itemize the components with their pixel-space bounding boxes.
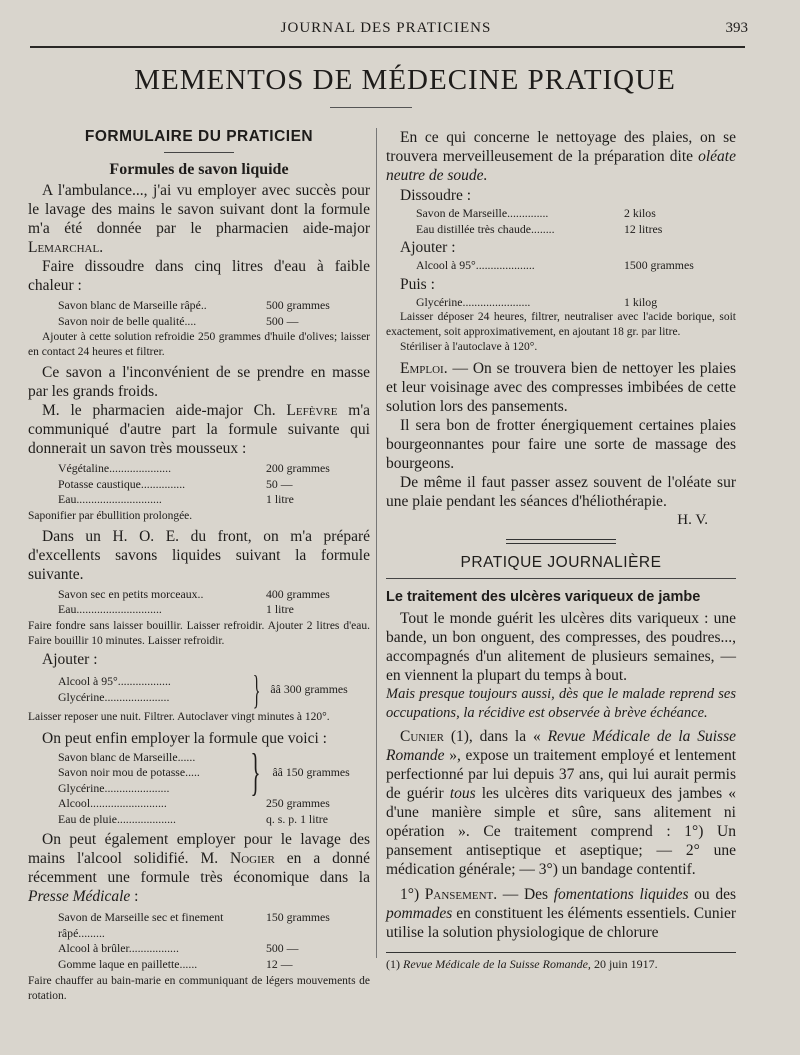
paragraph: Cunier (1), dans la « Revue Médicale de la Suisse Romande », expose un traitement employé et lentement perfectionné par lui depuis 37 ans, qui lui aurait permis de guérir tous les ulcères dits variqueux des jambes « d'une manière simple et sûre, sans alitement ni opération ». Ce traitement comprend : 1°) Un pansement antiseptique et aseptique; — 2° une médication générale; — 3°) un bandage contentif.	[386, 728, 737, 878]
paragraph: Emploi. — On se trouvera bien de nettoyer les plaies et leur voisinage avec des compresses imbibées de cette solution lors des pansements.	[386, 360, 736, 415]
title-rule	[330, 107, 412, 108]
section-rule	[164, 152, 234, 153]
recipe-line: Savon sec en petits morceaux.. 400 grammes	[58, 586, 330, 601]
right-column	[386, 128, 736, 972]
footnote: (1) Revue Médicale de la Suisse Romande, 20 juin 1917.	[386, 957, 658, 971]
recipe-line: Potasse caustique............... 50 —	[58, 476, 293, 491]
recipe-line: Savon noir de belle qualité.... 500 —	[58, 313, 299, 328]
left-column	[28, 128, 370, 1004]
recipe-brace-group	[28, 743, 370, 801]
page-title: MEMENTOS DE MÉDECINE PRATIQUE	[134, 64, 676, 96]
section-heading: PRATIQUE JOURNALIÈRE	[460, 554, 662, 571]
page-number: 393	[725, 20, 748, 36]
running-header	[30, 20, 748, 44]
paragraph: On peut enfin employer la formule que voici :	[42, 729, 327, 747]
recipe-qty: ââ 150 grammes	[272, 765, 350, 779]
recipe	[28, 910, 370, 972]
ajouter-label: Ajouter :	[400, 239, 456, 256]
paragraph: M. le pharmacien aide-major Ch. Lefèvre m'a communiqué d'autre part la formule suivante qui donnerait un savon très mousseux :	[28, 402, 370, 457]
paragraph: Dans un H. O. E. du front, on m'a préparé d'excellents savons liquides suivant la formule suivante.	[28, 527, 370, 583]
recipe-line: Savon blanc de Marseille râpé.. 500 grammes	[58, 298, 330, 312]
header-rule	[30, 46, 745, 48]
recipe-line: Alcool à 95°.................... 1500 grammes	[416, 258, 694, 272]
recipe-brace-group	[28, 666, 370, 712]
recipe-line: Végétaline..................... 200 grammes	[58, 461, 330, 475]
recipe-line: Eau............................. 1 litre	[58, 602, 294, 616]
recipe	[28, 298, 370, 329]
journal-name: JOURNAL DES PRATICIENS	[280, 20, 492, 36]
brace: }	[250, 743, 261, 801]
recipe-line: Glycérine....................... 1 kilog	[416, 294, 658, 309]
ornament-rule	[506, 539, 616, 544]
recipe-line: Eau distillée très chaude........ 12 litres	[416, 221, 663, 236]
paragraph: Il sera bon de frotter énergiquement certaines plaies bourgeonnantes pour faire une sorte de massage des bourgeons.	[386, 417, 736, 472]
recipe-line: Savon blanc de Marseille......	[58, 749, 196, 764]
paragraph: A l'ambulance..., j'ai vu employer avec succès pour le lavage des mains le savon suivant dont la formule m'a été donnée par le pharmacien aide-major Lemarchal.	[28, 182, 370, 256]
section-rule	[386, 578, 736, 579]
recipe-line: Savon de Marseille.............. 2 kilos	[416, 206, 656, 220]
ajouter-label: Ajouter :	[42, 650, 98, 668]
signature: H. V.	[677, 512, 708, 528]
recipe-qty: ââ 300 grammes	[270, 681, 348, 696]
recipe-line: Savon noir mou de potasse.....	[58, 765, 200, 779]
recipe-note: Faire fondre sans laisser bouillir. Laisser refroidir. Ajouter 2 litres d'eau. Faire bouillir 10 minutes. Laisser refroidir.	[28, 619, 370, 647]
paragraph: Mais presque toujours aussi, dès que le malade reprend ses occupations, la récidive est observée à brève échéance.	[386, 686, 736, 721]
column-divider	[376, 128, 377, 958]
recipe-note: Laisser déposer 24 heures, filtrer, neutraliser avec l'acide borique, soit exactement, soit approximativement, en ajoutant 18 gr. par litre.	[386, 311, 736, 338]
recipe	[386, 206, 736, 237]
paragraph: Tout le monde guérit les ulcères dits variqueux : une bande, un bon onguent, des compresses, des poudres..., accompagnés d'un alitement de plusieurs semaines, — en viennent la plupart du temps à bout.	[386, 610, 736, 684]
recipe	[28, 587, 370, 618]
recipe-note: Laisser reposer une nuit. Filtrer. Autoclaver vingt minutes à 120°.	[28, 710, 330, 723]
recipe-note: Faire chauffer au bain-marie en communiquant de légers mouvements de rotation.	[28, 975, 370, 1002]
recipe-note: Ajouter à cette solution refroidie 250 grammes d'huile d'olives; laisser en contact 24 heures et filtrer.	[28, 331, 370, 358]
subsection-heading: Formules de savon liquide	[109, 161, 289, 178]
paragraph: En ce qui concerne le nettoyage des plaies, on se trouvera merveilleusement de la préparation dite oléate neutre de soude.	[386, 129, 736, 184]
paragraph: De même il faut passer assez souvent de l'oléate sur une plaie pendant les séances d'héliothérapie.	[386, 474, 736, 510]
recipe	[28, 796, 370, 827]
section-heading: FORMULAIRE DU PRATICIEN	[84, 128, 314, 145]
recipe-line: Savon de Marseille sec et finement râpé......... 150 grammes	[58, 910, 330, 940]
dissoudre-label: Dissoudre :	[400, 187, 472, 204]
paragraph: Faire dissoudre dans cinq litres d'eau à faible chaleur :	[28, 258, 370, 294]
recipe-line: Alcool à brûler................. 500 —	[58, 941, 299, 955]
recipe-line: Eau de pluie.................... q. s. p. 1 litre	[58, 811, 328, 826]
puis-label: Puis :	[400, 275, 435, 293]
paragraph: Ce savon a l'inconvénient de se prendre en masse par les grands froids.	[28, 364, 370, 400]
recipe	[28, 461, 370, 508]
recipe-line: Alcool.......................... 250 grammes	[58, 796, 330, 810]
recipe-line: Glycérine......................	[58, 780, 170, 795]
article-title: Le traitement des ulcères variqueux de jambe	[386, 589, 701, 605]
paragraph: 1°) Pansement. — Des fomentations liquides ou des pommades en constituent les éléments essentiels. Cunier utilise la solution physiologique de chlorure	[386, 886, 736, 941]
brace: }	[252, 666, 261, 712]
footnote-rule	[386, 952, 736, 953]
recipe-note: Stériliser à l'autoclave à 120°.	[400, 341, 538, 353]
recipe-line: Gomme laque en paillette...... 12 —	[58, 956, 293, 971]
paragraph: On peut également employer pour le lavage des mains l'alcool solidifié. M. Nogier en a donné récemment une formule très économique dans la Presse Médicale :	[28, 831, 371, 905]
recipe-note: Saponifier par ébullition prolongée.	[28, 509, 193, 522]
recipe-line: Eau............................. 1 litre	[58, 492, 294, 506]
recipe-line: Alcool à 95°..................	[58, 674, 171, 688]
recipe-line: Glycérine......................	[58, 689, 170, 704]
